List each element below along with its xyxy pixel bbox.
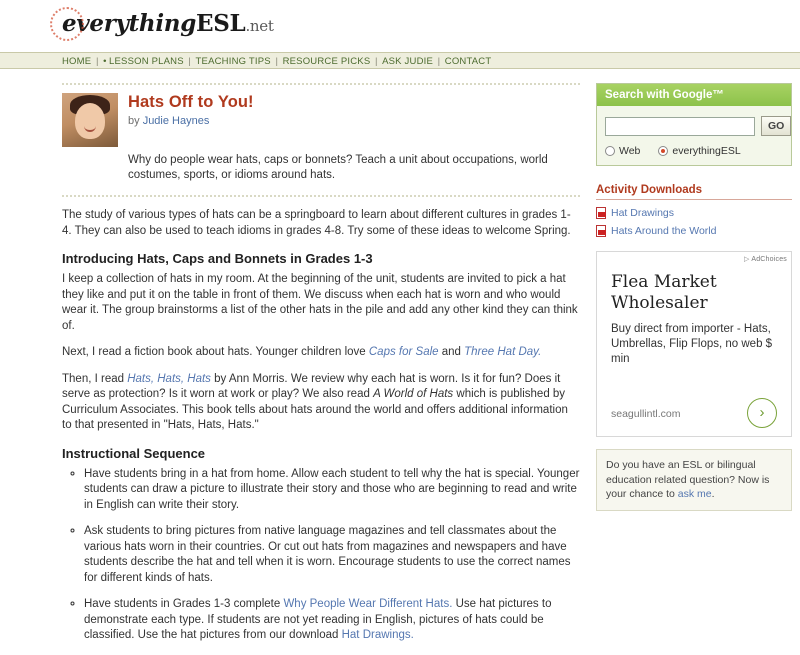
download-link-why-people-wear-different-hats[interactable]: Why People Wear Different Hats. (283, 598, 453, 610)
instructional-sequence-list (62, 467, 580, 644)
ad-choices-text: AdChoices (751, 256, 787, 263)
paragraph-intro: The study of various types of hats can be a springboard to learn about different cultures in grades 1-4. They can also be used to teach idioms in grades 4-8. Try some of these ideas to welcome Spring. (62, 209, 571, 237)
article-column (62, 69, 580, 655)
article-byline (128, 115, 580, 127)
ad-headline (611, 272, 777, 314)
list-item[interactable] (596, 207, 792, 219)
article-lede: Why do people wear hats, caps or bonnets? Teach a unit about occupations, world costumes, sports, or idioms around hats. (128, 154, 548, 181)
download-link-hat-drawings[interactable]: Hat Drawings (611, 207, 675, 219)
search-panel-title: Search with Google™ (597, 84, 791, 106)
ad-body-text: Buy direct from importer - Hats, Umbrellas, Flip Flops, no web $ min (611, 323, 773, 365)
book-link-caps-for-sale[interactable]: Caps for Sale (368, 346, 439, 358)
ad-headline-line2: Wholesaler (611, 293, 708, 313)
search-scope-options (605, 145, 783, 157)
thumbnail-face-shape (75, 103, 105, 139)
search-row (605, 116, 783, 136)
paragraph-2 (62, 345, 580, 361)
search-panel-body (597, 106, 791, 165)
book-link-hats-hats-hats[interactable]: Hats, Hats, Hats (127, 372, 211, 385)
section-heading-introducing: Introducing Hats, Caps and Bonnets in Grades 1-3 (62, 251, 373, 266)
advertisement-panel[interactable] (596, 251, 792, 437)
ask-me-link[interactable]: ask me (677, 488, 712, 500)
pdf-icon (596, 207, 606, 219)
ad-url[interactable]: seagullintl.com (611, 408, 681, 420)
logo-text-net: .net (245, 17, 274, 35)
nav-item-home[interactable]: HOME (62, 56, 92, 67)
byline-prefix: by (128, 115, 143, 127)
article-title-block (128, 93, 580, 147)
paragraph-2-text-b: and (438, 346, 465, 358)
article-thumbnail-image (62, 93, 118, 147)
section-heading-instructional-sequence: Instructional Sequence (62, 445, 206, 461)
list-item[interactable] (596, 225, 792, 237)
byline-author-link[interactable]: Judie Haynes (142, 115, 210, 127)
download-link-hats-around-the-world[interactable]: Hats Around the World (611, 225, 717, 237)
book-title-world-of-hats: A World of Hats (373, 388, 454, 400)
list-item: ◦ Have students bring in a hat from home. Allow each student to tell why the hat is special. Younger students can draw a picture to illustrate their story and those who are beginning to read and write in English can write their story. (84, 467, 580, 514)
article-body (62, 208, 580, 644)
page-title: Hats Off to You! (128, 93, 254, 111)
logo-dotted-circle-icon (50, 7, 84, 41)
divider-below-header (62, 195, 580, 197)
step3-middle: Use hat pictures to demonstrate each type. If students are not yet reading in English, pictures of hats could be classified. Use the hat pictures from our download (84, 598, 552, 641)
book-link-three-hat-day[interactable]: Three Hat Day. (464, 346, 542, 358)
search-go-button[interactable]: GO (761, 116, 791, 136)
list-item: ◦ Ask students to bring pictures from native language magazines and tell classmates about the various hats worn in their countries. Or cut out hats from magazines and newspapers and have students describe the hat and tell when it is worn. Encourage students to use the correct names for different kinds of hats. (84, 524, 580, 586)
site-header (0, 0, 800, 52)
ad-choices-label[interactable]: ▷ AdChoices (743, 256, 787, 263)
nav-item-teaching-tips[interactable]: TEACHING TIPS (195, 56, 271, 67)
downloads-divider (596, 199, 792, 200)
paragraph-2-text-a: Next, I read a fiction book about hats. Younger children love (62, 346, 369, 358)
downloads-heading: Activity Downloads (596, 184, 703, 196)
logo-text-esl: ESL (196, 10, 246, 37)
site-logo[interactable] (62, 10, 274, 37)
pdf-icon (596, 225, 606, 237)
step3-prefix: Have students in Grades 1-3 complete (84, 598, 284, 610)
nav-item-ask-judie[interactable]: ASK JUDIE (382, 56, 434, 67)
list-item (84, 597, 580, 644)
paragraph-3-text-a: Then, I read (62, 372, 128, 385)
radio-everythingesl-label: everythingESL (672, 145, 741, 157)
search-input[interactable] (605, 117, 755, 136)
paragraph-3 (62, 372, 580, 434)
paragraph-3-text-b: by Ann Morris. We review why each hat is worn. Is it for fun? Does it serve as protection? Is it worn at work or play? We also read (62, 372, 561, 400)
ad-arrow-icon[interactable]: › (747, 398, 777, 428)
logo-text-everything: everything (62, 10, 197, 37)
ask-judie-panel (596, 449, 792, 511)
nav-item-lesson-plans[interactable]: LESSON PLANS (109, 56, 184, 67)
ad-headline-line1: Flea Market (611, 272, 717, 292)
paragraph-1: I keep a collection of hats in my room. At the beginning of the unit, students are invited to pick a hat they like and put it on the table in front of them. We discuss when each hat is worn and who would wear it. The group brainstorms a list of the other hats in the pile and add any other kind they can think of. (62, 273, 578, 332)
radio-web[interactable] (605, 146, 615, 156)
nav-item-resource-picks[interactable]: RESOURCE PICKS (282, 56, 371, 67)
nav-item-contact[interactable]: CONTACT (444, 56, 492, 67)
radio-web-label: Web (619, 145, 641, 157)
search-panel (596, 83, 792, 166)
main-navigation: HOME | • LESSON PLANS | TEACHING TIPS | RESOURCE PICKS | ASK JUDIE | CONTACT (0, 52, 800, 69)
paragraph-3-text-c: which is published by Curriculum Associates. This book tells about hats around the world and offers additional information to that presented in "Hats, Hats, Hats." (62, 388, 568, 431)
ask-text-b: . (711, 488, 715, 500)
divider-top (62, 83, 580, 85)
sidebar (596, 83, 792, 511)
radio-everythingesl[interactable] (658, 146, 668, 156)
download-link-hat-drawings-inline[interactable]: Hat Drawings. (341, 629, 414, 641)
ask-text-a: Do you have an ESL or bilingual education related question? Now is your chance to (606, 459, 770, 500)
article-header (62, 93, 580, 147)
